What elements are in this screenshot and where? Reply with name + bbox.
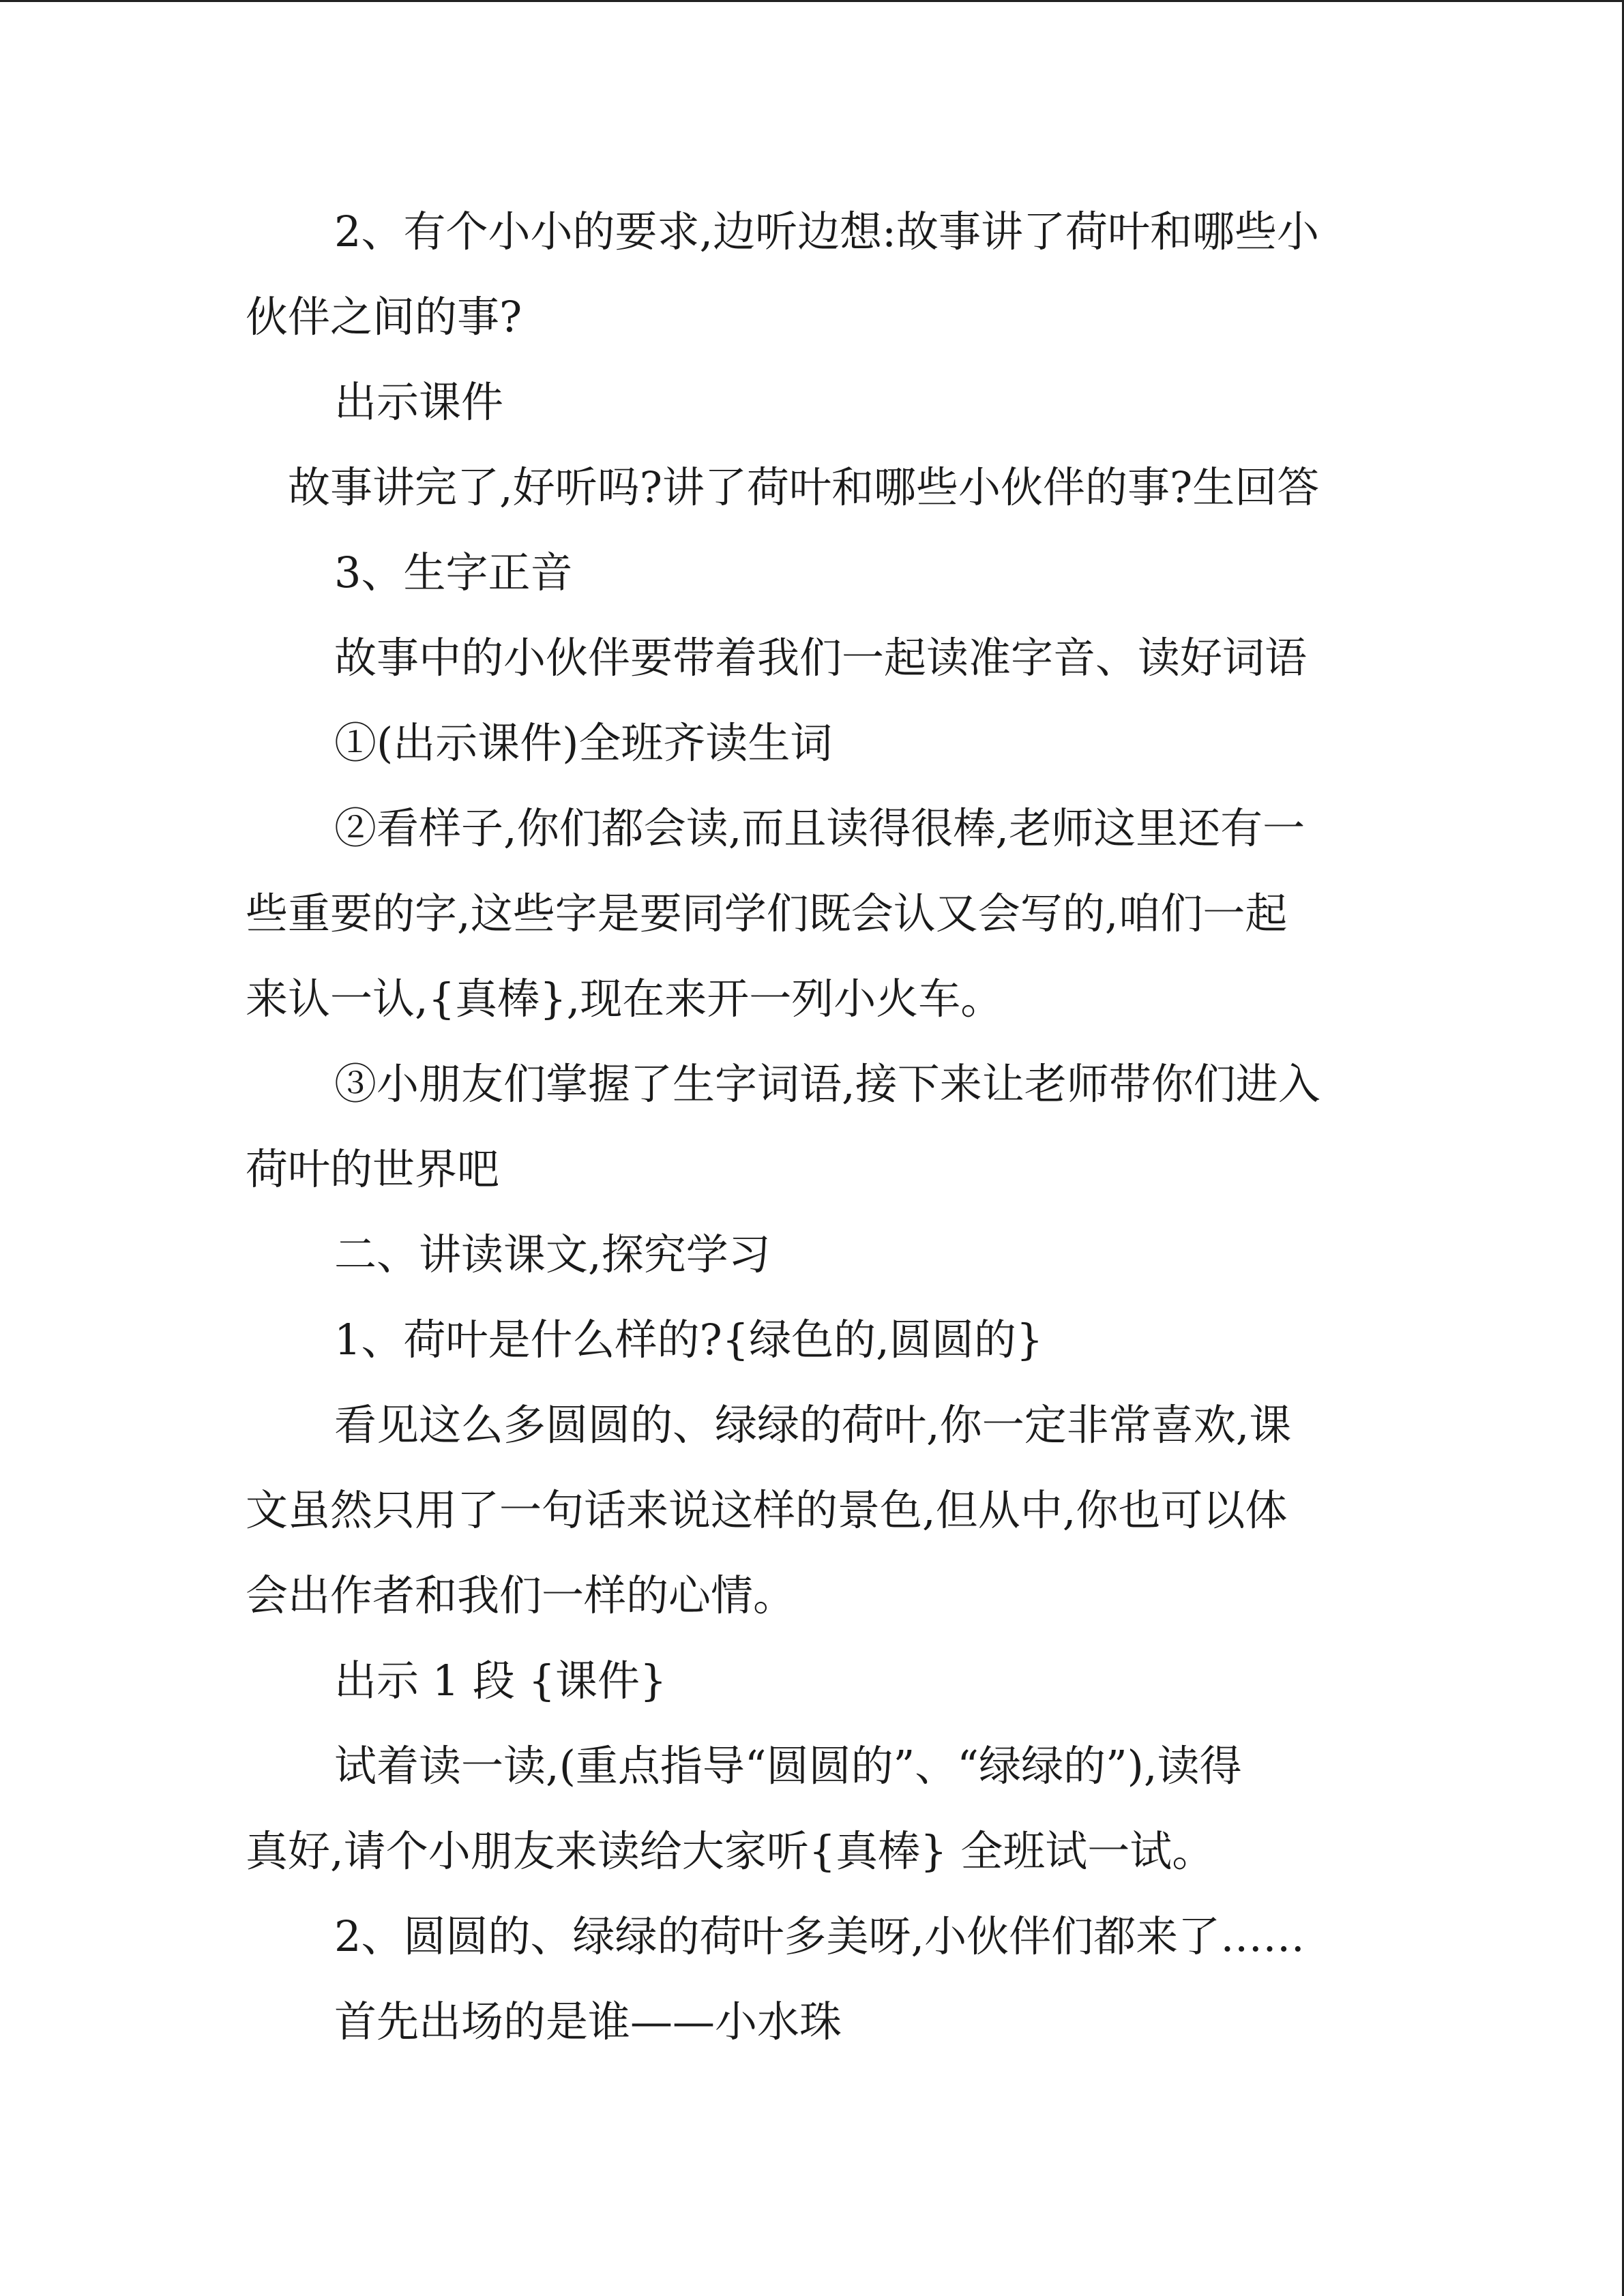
paragraph-line: 些重要的字,这些字是要同学们既会认又会写的,咱们一起 (246, 889, 1288, 938)
paragraph-line: 2、有个小小的要求,边听边想:故事讲了荷叶和哪些小 (334, 207, 1320, 256)
paragraph-line: 文虽然只用了一句话来说这样的景色,但从中,你也可以体 (246, 1485, 1288, 1535)
paragraph-line: 故事讲完了,好听吗?讲了荷叶和哪些小伙伴的事?生回答 (288, 462, 1320, 512)
paragraph-line: 2、圆圆的、绿绿的荷叶多美呀,小伙伴们都来了…… (334, 1911, 1305, 1961)
paragraph-line: 1、荷叶是什么样的?{绿色的,圆圆的} (334, 1315, 1044, 1365)
paragraph-line: 来认一认,{真棒},现在来开一列小火车。 (246, 974, 1003, 1024)
paragraph-line: 试着读一读,(重点指导“圆圆的”、“绿绿的”),读得 (334, 1741, 1242, 1791)
section-heading: 3、生字正音 (334, 548, 573, 597)
paragraph-line: 会出作者和我们一样的心情。 (246, 1570, 796, 1620)
section-heading: 二、讲读课文,探究学习 (334, 1229, 771, 1279)
paragraph-line: 荷叶的世界吧 (246, 1144, 500, 1194)
paragraph-line: 首先出场的是谁——小水珠 (334, 1997, 842, 2046)
paragraph-line: ①(出示课件)全班齐读生词 (334, 718, 833, 768)
paragraph-line: 故事中的小伙伴要带着我们一起读准字音、读好词语 (334, 633, 1308, 683)
paragraph-line: ③小朋友们掌握了生字词语,接下来让老师带你们进入 (334, 1059, 1320, 1109)
paragraph-line: ②看样子,你们都会读,而且读得很棒,老师这里还有一 (334, 803, 1305, 853)
page-top-border (0, 0, 1624, 2)
paragraph-line: 出示 1 段 {课件} (334, 1656, 667, 1705)
paragraph-line: 真好,请个小朋友来读给大家听{真棒} 全班试一试。 (246, 1826, 1215, 1876)
paragraph-line: 伙伴之间的事? (246, 292, 522, 342)
paragraph-line: 出示课件 (334, 377, 504, 427)
paragraph-line: 看见这么多圆圆的、绿绿的荷叶,你一定非常喜欢,课 (334, 1400, 1292, 1450)
